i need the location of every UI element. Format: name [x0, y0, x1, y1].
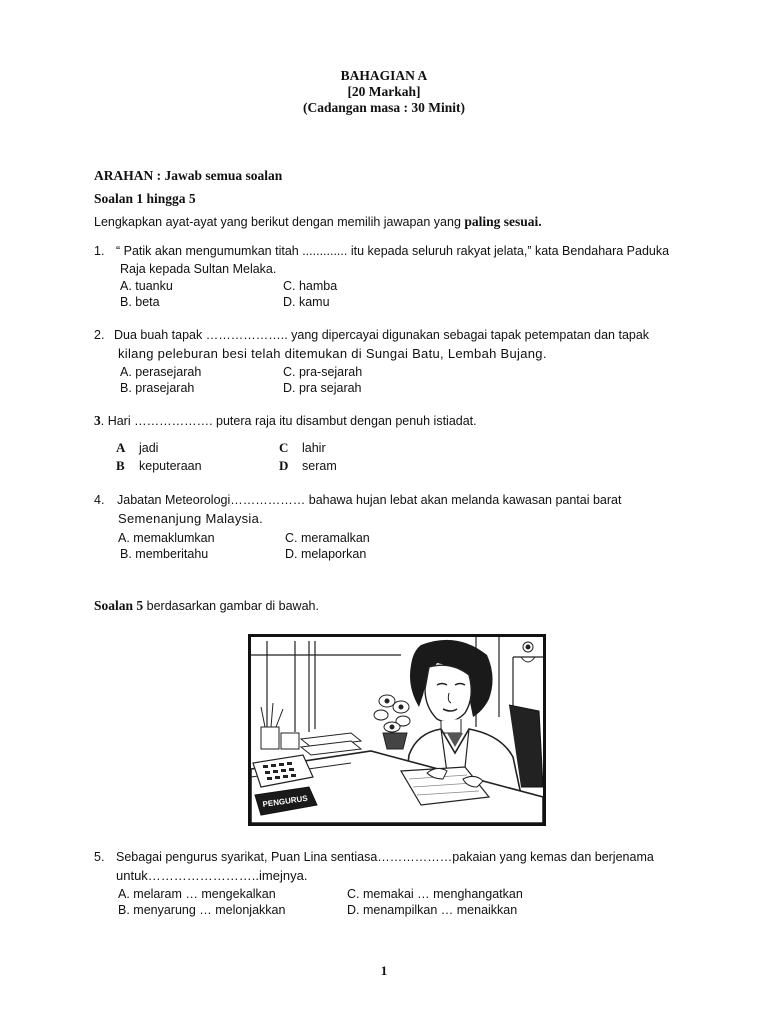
option-b: B. beta [120, 295, 160, 309]
option-a: jadi [139, 441, 159, 455]
intro-bold: Soalan 5 [94, 598, 144, 613]
instruction-heading: ARAHAN : Jawab semua soalan [94, 168, 283, 183]
option-a: A. memaklumkan [118, 531, 215, 545]
option-c: C. memakai … menghangatkan [347, 887, 523, 901]
question-text-line1 [94, 413, 477, 429]
option-a: A. tuanku [120, 279, 173, 293]
time-suggestion: (Cadangan masa : 30 Minit) [302, 100, 465, 115]
option-d: D. menampilkan … menaikkan [347, 903, 518, 917]
option-c: C. hamba [283, 279, 338, 293]
question-text-line2: untuk……………………..imejnya. [116, 868, 308, 883]
section-title: BAHAGIAN A [340, 68, 428, 83]
page-number: 1 [380, 963, 388, 978]
option-b: B. menyarung … melonjakkan [118, 903, 286, 917]
option-b-letter: B [116, 458, 125, 473]
question-number: 2. [94, 328, 105, 342]
question-text-line1: Sebagai pengurus syarikat, Puan Lina sentiasa………………pakaian yang kemas dan berjenama [116, 850, 654, 864]
manager-drawing [251, 637, 543, 823]
option-d: seram [302, 459, 337, 473]
question-text-line1: Jabatan Meteorologi……………… bahawa hujan lebat akan melanda kawasan pantai barat [117, 493, 622, 507]
question-text-line1: Dua buah tapak ……………….. yang dipercayai digunakan sebagai tapak petempatan dan tapak [114, 328, 650, 342]
question-number: 1. [94, 244, 105, 258]
question-5-intro [94, 598, 319, 614]
option-c-letter: C [279, 440, 289, 455]
option-c: C. pra-sejarah [283, 365, 363, 379]
option-d: D. kamu [283, 295, 330, 309]
intro-text: berdasarkan gambar di bawah. [143, 599, 319, 613]
option-a: A. melaram … mengekalkan [118, 887, 276, 901]
option-c: lahir [302, 441, 326, 455]
option-b: B. memberitahu [120, 547, 209, 561]
question-text: . Hari ………………. putera raja itu disambut dengan penuh istiadat. [100, 414, 477, 428]
manager-illustration [248, 634, 546, 826]
instruction-plain: Lengkapkan ayat-ayat yang berikut dengan memilih jawapan yang [94, 215, 465, 229]
question-number: 5. [94, 850, 105, 864]
question-range: Soalan 1 hingga 5 [94, 191, 196, 206]
option-b: keputeraan [139, 459, 202, 473]
option-c: C. meramalkan [285, 531, 370, 545]
question-number: 4. [94, 493, 105, 507]
option-b: B. prasejarah [120, 381, 195, 395]
marks-label: [20 Markah] [347, 84, 421, 99]
option-a: A. perasejarah [120, 365, 202, 379]
question-text-line2: Semenanjung Malaysia. [118, 511, 264, 526]
question-text-line1: “ Patik akan mengumumkan titah ............. itu kepada seluruh rakyat jelata,” kata Bendahara Paduka [116, 244, 670, 258]
question-text-line2: Raja kepada Sultan Melaka. [120, 262, 277, 276]
option-a-letter: A [116, 440, 126, 455]
instruction-text [94, 214, 542, 230]
nameplate-text: PENGURUS [262, 793, 309, 809]
instruction-emphasis: paling sesuai. [464, 214, 542, 229]
option-d-letter: D [279, 458, 289, 473]
question-text-line2: kilang peleburan besi telah ditemukan di Sungai Batu, Lembah Bujang. [118, 346, 547, 361]
question-number: 3 [94, 413, 101, 428]
option-d: D. pra sejarah [283, 381, 362, 395]
option-d: D. melaporkan [285, 547, 367, 561]
